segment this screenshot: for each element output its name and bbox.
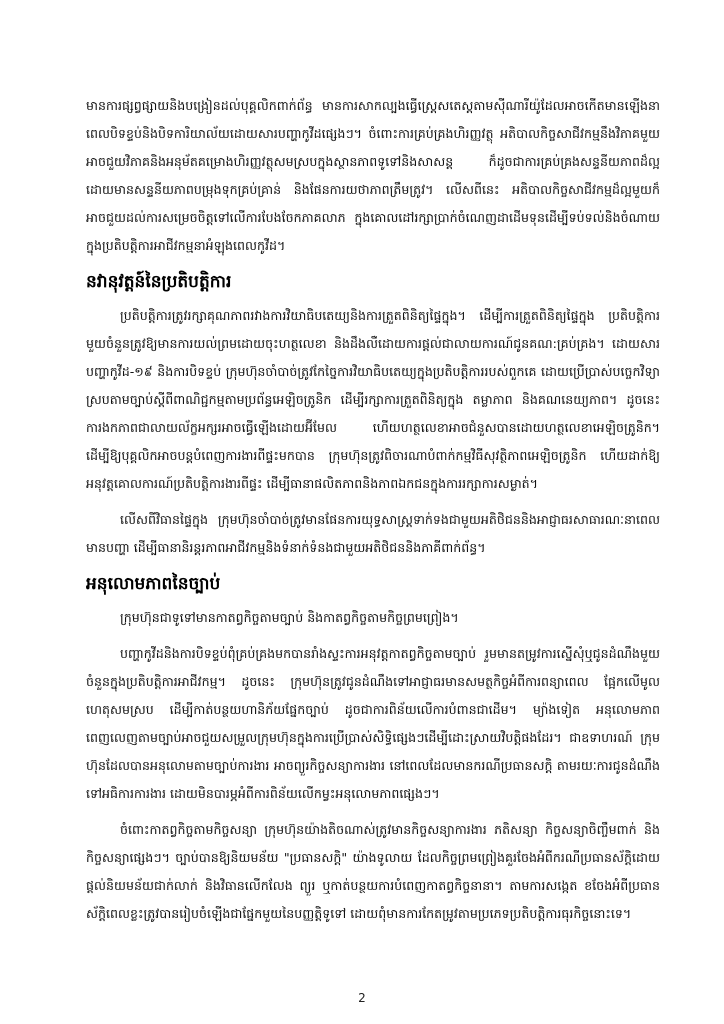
document-body bbox=[86, 92, 660, 936]
paragraph-contractual-obligations: ចំពោះកាតព្វកិច្ចតាមកិច្ចសន្យា ក្រុមហ៊ុនយ៉ាងតិចណាស់ត្រូវមានកិច្ចសន្យាការងារ ភតិសន្យា កិច្ចសន្យាចិញ្ចឹមពាក់ និងកិច្ចសន្យាផ្សេងៗ។ ច្បាប់បានឱ្យនិយមន័យ "ប្រធានសក្តិ" យ៉ាងទូលាយ ដែលកិច្ចព្រមព្រៀងគួរចែងអំពីករណីប្រធានស័ក្តិដោយផ្តល់និយមន័យជាក់លាក់ និងវិធានលើកលែង ព្យួរ ឬកាត់បន្ថយការបំពេញកាតព្វកិច្ចនានា។ តាមការសង្កេត ខចែងអំពីប្រធានស័ក្តិពេលខ្លះត្រូវបានរៀបចំឡើងជាផ្នែកមួយនៃបញ្ញត្តិទូទៅ ដោយពុំមានការកែតម្រូវតាមប្រភេទប្រតិបត្តិការធុរកិច្ចនោះទេ។ bbox=[86, 822, 660, 921]
page-number: 2 bbox=[358, 991, 366, 1005]
section-heading-legal-compliance: អនុលោមភាពនៃច្បាប់ bbox=[86, 574, 221, 594]
paragraph-obligations-overview: ក្រុមហ៊ុនជាទូទៅមានកាតព្វកិច្ចតាមច្បាប់ និងកាតព្វកិច្ចតាមកិច្ចព្រមព្រៀង។ bbox=[120, 610, 459, 625]
paragraph-communication-strategy: លើសពីវិធានផ្ទៃក្នុង ក្រុមហ៊ុនចាំបាច់ត្រូវមានផែនការយុទ្ធសាស្ត្រទាក់ទងជាមួយអតិថិជននិងអាជ្ញាធរសាធារណៈនាពេលមានបញ្ហា ដើម្បីធានានិរន្តរភាពអាជីវកម្មនិងទំនាក់ទំនងជាមួយអតិថិជននិងភាគីពាក់ព័ន្ធ។ bbox=[86, 512, 660, 555]
section-heading-operational-innovation: នវានុវត្តន៍នៃប្រតិបត្តិការ bbox=[86, 272, 232, 292]
paragraph-governance-internal-control: ប្រតិបត្តិការត្រូវរក្សាគុណភាពរវាងការវិយាធិបតេយ្យនិងការត្រួតពិនិត្យផ្ទៃក្នុង។ ដើម្បីការត្រួតពិនិត្យផ្ទៃក្នុង ប្រតិបត្តិការមួយចំនួនត្រូវឱ្យមានការយល់ព្រមដោយចុះហត្ថលេខា និងដឹងលឺដោយការផ្តល់ជាលាយការណ៍ជូនគណ:គ្រប់គ្រង។ ដោយសារបញ្ហាកូវីដ-១៩ និងការបិទខ្ទប់ ក្រុមហ៊ុនចាំបាច់ត្រូវកែច្នៃការវិយាធិបតេយ្យក្នុងប្រតិបត្តិការរបស់ពួកគេ ដោយប្រើប្រាស់បច្ចេកវិទ្យាស្របតាមច្បាប់ស្តីពីពាណិជ្ជកម្មតាមប្រព័ន្ធអេឡិចត្រូនិក ដើម្បីរក្សាការត្រួតពិនិត្យក្នុង តម្លាភាព និងគណនេយ្យភាព។ ដូចនេះ ការងកភាពជាលាយល័ក្ខអក្សរអាចធ្វើឡើងដោយអ៊ីមែល ហើយហត្ថលេខាអាចជំនួសបានដោយហត្ថលេខាអេឡិចត្រូនិក។ ដើម្បីឱ្យបុគ្គលិកអាចបន្តបំពេញការងារពីផ្ទះមកបាន ក្រុមហ៊ុនត្រូវពិចារណាបំពាក់កម្មវិធីសុវត្ថិភាពអេឡិចត្រូនិក ហើយដាក់ឱ្យអនុវត្តគោលការណ៍ប្រតិបត្តិការងារពីផ្ទះ ដើម្បីធានាផលិតភាពនិងភាពឯកជនក្នុងការរក្សាការសម្ងាត់។ bbox=[86, 308, 660, 491]
paragraph-legal-obligations: បញ្ហាកូវីដនិងការបិទខ្ទប់ពុំគ្រប់គ្រងមកបានរាំងស្ទះការអនុវត្តកាតព្វកិច្ចតាមច្បាប់ រួមមានតម្រូវការស្នើសុំឬជូនដំណឹងមួយចំនួនក្នុងប្រតិបត្តិការអាជីវកម្ម។ ដូចនេះ ក្រុមហ៊ុនត្រូវជូនដំណឹងទៅអាជ្ញាធរមានសមត្ថកិច្ចអំពីការពន្យាពេល ផ្អែកលើមូលហេតុសមស្រប ដើម្បីកាត់បន្ថយហានិភ័យផ្នែកច្បាប់ ដូចជាការពិន័យលើការបំពានជាដើម។ ម្យ៉ាងទៀត អនុលោមភាពពេញលេញតាមច្បាប់អាចជួយសម្រួលក្រុមហ៊ុនក្នុងការប្រើប្រាស់សិទ្ធិផ្សេងៗដើម្បីដោះស្រាយវិបត្តិផងដែរ។ ជាឧទាហរណ៍ ក្រុមហ៊ុនដែលបានអនុលោមតាមច្បាប់ការងារ អាចព្យួរកិច្ចសន្យាការងារ នៅពេលដែលមានករណីប្រធានសក្តិ តាមរយៈការជូនដំណឹងទៅអធិការការងារ ដោយមិនបារម្ភអំពីការពិន័យលើកម្វះអនុលោមភាពផ្សេងៗ។ bbox=[86, 646, 660, 801]
paragraph-intro-continuation: មានការផ្សព្វផ្សាយនិងបង្រៀនដល់បុគ្គលិកពាក់ព័ន្ធ មានការសាកល្បងធ្វើស្ត្រេសតេស្តតាមសុីណារីយ៉ូដែលអាចកើតមានឡើងនាពេលបិទខ្ទប់និងបិទការិយាល័យដោយសារបញ្ហាកូវីដផ្សេងៗ។ ចំពោះការគ្រប់គ្រងហិរញ្ញវត្ថុ អតិបាលកិច្ចសាជីវកម្មនឹងវិភាគមួយអាចជួយវិភាគនិងអនុម័តគម្រោងហិរញ្ញវត្ថុសមស្របក្នុងស្ថានភាពទូទៅនិងសាសន្ត ក៏ដូចជាការគ្រប់គ្រងសន្ទនីយភាពដ៏ល្អ ដោយមានសន្ទនីយភាពបម្រុងទុកគ្រប់គ្រាន់ និងផែនការយថាភាពត្រឹមត្រូវ។ លើសពីនេះ អតិបាលកិច្ចសាជីវកម្មដ៏ល្អមួយក៏អាចជួយដល់ការសម្រេចចិត្តទៅលើការបែងចែកភាគលាភ ក្នុងគោលដៅរក្សាប្រាក់ចំណេញដាដើមទុនដើម្បីទប់ទល់និងចំណាយក្នុងប្រតិបត្តិការអាជីវកម្មនាអំឡុងពេលកូវីដ។ bbox=[86, 98, 660, 253]
